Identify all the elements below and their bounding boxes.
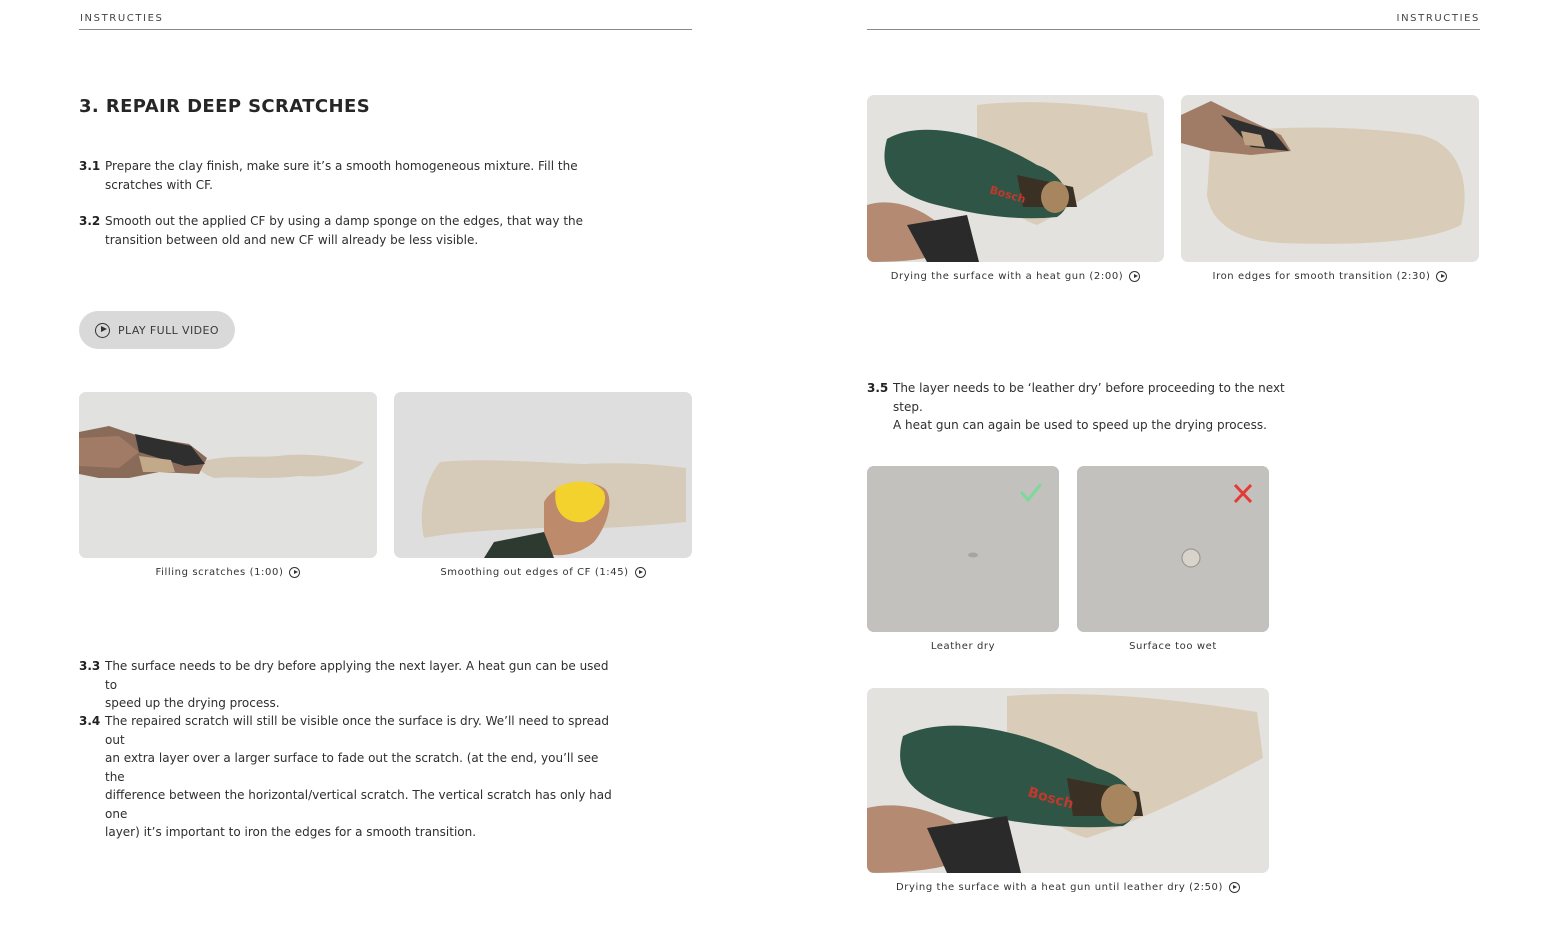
header-label-left: INSTRUCTIES — [80, 13, 164, 24]
step-number: 3.5 — [867, 381, 889, 395]
step-text-line: The layer needs to be ‘leather dry’ before proceeding to the next step. — [893, 381, 1285, 414]
photo-surface-too-wet — [1077, 466, 1269, 632]
step-text-line: difference between the horizontal/vertical scratch. The vertical scratch has only had one — [105, 788, 612, 821]
play-icon[interactable] — [1129, 271, 1140, 282]
caption-text: Filling scratches (1:00) — [155, 567, 284, 578]
caption-text: Leather dry — [930, 641, 996, 652]
caption-iron-edges — [1181, 271, 1479, 282]
play-circle-icon — [95, 323, 110, 338]
play-icon[interactable] — [289, 567, 300, 578]
caption-heat-gun-leather-dry — [867, 882, 1269, 893]
step-text-line: an extra layer over a larger surface to fade out the scratch. (at the end, you’ll see the — [105, 751, 599, 784]
caption-text: Iron edges for smooth transition (2:30) — [1212, 271, 1431, 282]
caption-leather-dry — [867, 641, 1059, 652]
caption-text: Drying the surface with a heat gun (2:00) — [890, 271, 1124, 282]
step-text-line: The repaired scratch will still be visible once the surface is dry. We’ll need to spread out — [105, 714, 610, 747]
play-full-video-label: PLAY FULL VIDEO — [118, 323, 219, 337]
caption-filling — [79, 567, 377, 578]
step-3-4 — [79, 712, 619, 839]
step-text-line: transition between old and new CF will already be less visible. — [105, 232, 479, 247]
play-icon[interactable] — [635, 567, 646, 578]
caption-text: Drying the surface with a heat gun until leather dry (2:50) — [895, 882, 1224, 893]
step-3-3 — [79, 657, 619, 710]
step-text-line: layer) it’s important to iron the edges for a smooth transition. — [105, 825, 477, 839]
play-icon[interactable] — [1229, 882, 1240, 893]
photo-iron-edges[interactable] — [1181, 95, 1479, 262]
photo-leather-dry — [867, 466, 1059, 632]
caption-smoothing — [394, 567, 692, 578]
step-text-line: scratches with CF. — [105, 177, 213, 192]
step-number: 3.3 — [79, 659, 101, 673]
photo-filling-scratches[interactable] — [79, 392, 377, 558]
caption-text: Smoothing out edges of CF (1:45) — [440, 567, 629, 578]
caption-heat-gun — [867, 271, 1164, 282]
photo-smoothing-edges[interactable] — [394, 392, 692, 558]
step-text-line: Smooth out the applied CF by using a damp sponge on the edges, that way the — [105, 214, 584, 228]
step-text-line: Prepare the clay finish, make sure it’s a smooth homogeneous mixture. Fill the — [105, 159, 578, 173]
svg-text:Bosch: Bosch — [988, 183, 1028, 207]
section-title: 3. REPAIR DEEP SCRATCHES — [79, 96, 371, 117]
step-number: 3.2 — [79, 214, 101, 228]
step-3-1 — [79, 157, 599, 197]
step-number: 3.1 — [79, 159, 101, 173]
step-number: 3.4 — [79, 714, 101, 728]
svg-text:Bosch: Bosch — [1025, 784, 1076, 813]
step-text-line: A heat gun can again be used to speed up the drying process. — [893, 418, 1267, 432]
play-full-video-button[interactable] — [79, 311, 235, 349]
play-icon[interactable] — [1436, 271, 1447, 282]
photo-heat-gun-drying[interactable] — [867, 95, 1164, 262]
header-label-right: INSTRUCTIES — [1396, 13, 1480, 24]
header-rule-left — [79, 29, 692, 30]
step-text-line: The surface needs to be dry before applying the next layer. A heat gun can be used to — [105, 659, 609, 692]
caption-text: Surface too wet — [1129, 641, 1217, 652]
caption-too-wet — [1077, 641, 1269, 652]
photo-heat-gun-leather-dry[interactable] — [867, 688, 1269, 873]
step-3-2 — [79, 212, 599, 252]
header-rule-right — [867, 29, 1480, 30]
step-3-5 — [867, 379, 1307, 432]
step-text-line: speed up the drying process. — [105, 696, 280, 710]
